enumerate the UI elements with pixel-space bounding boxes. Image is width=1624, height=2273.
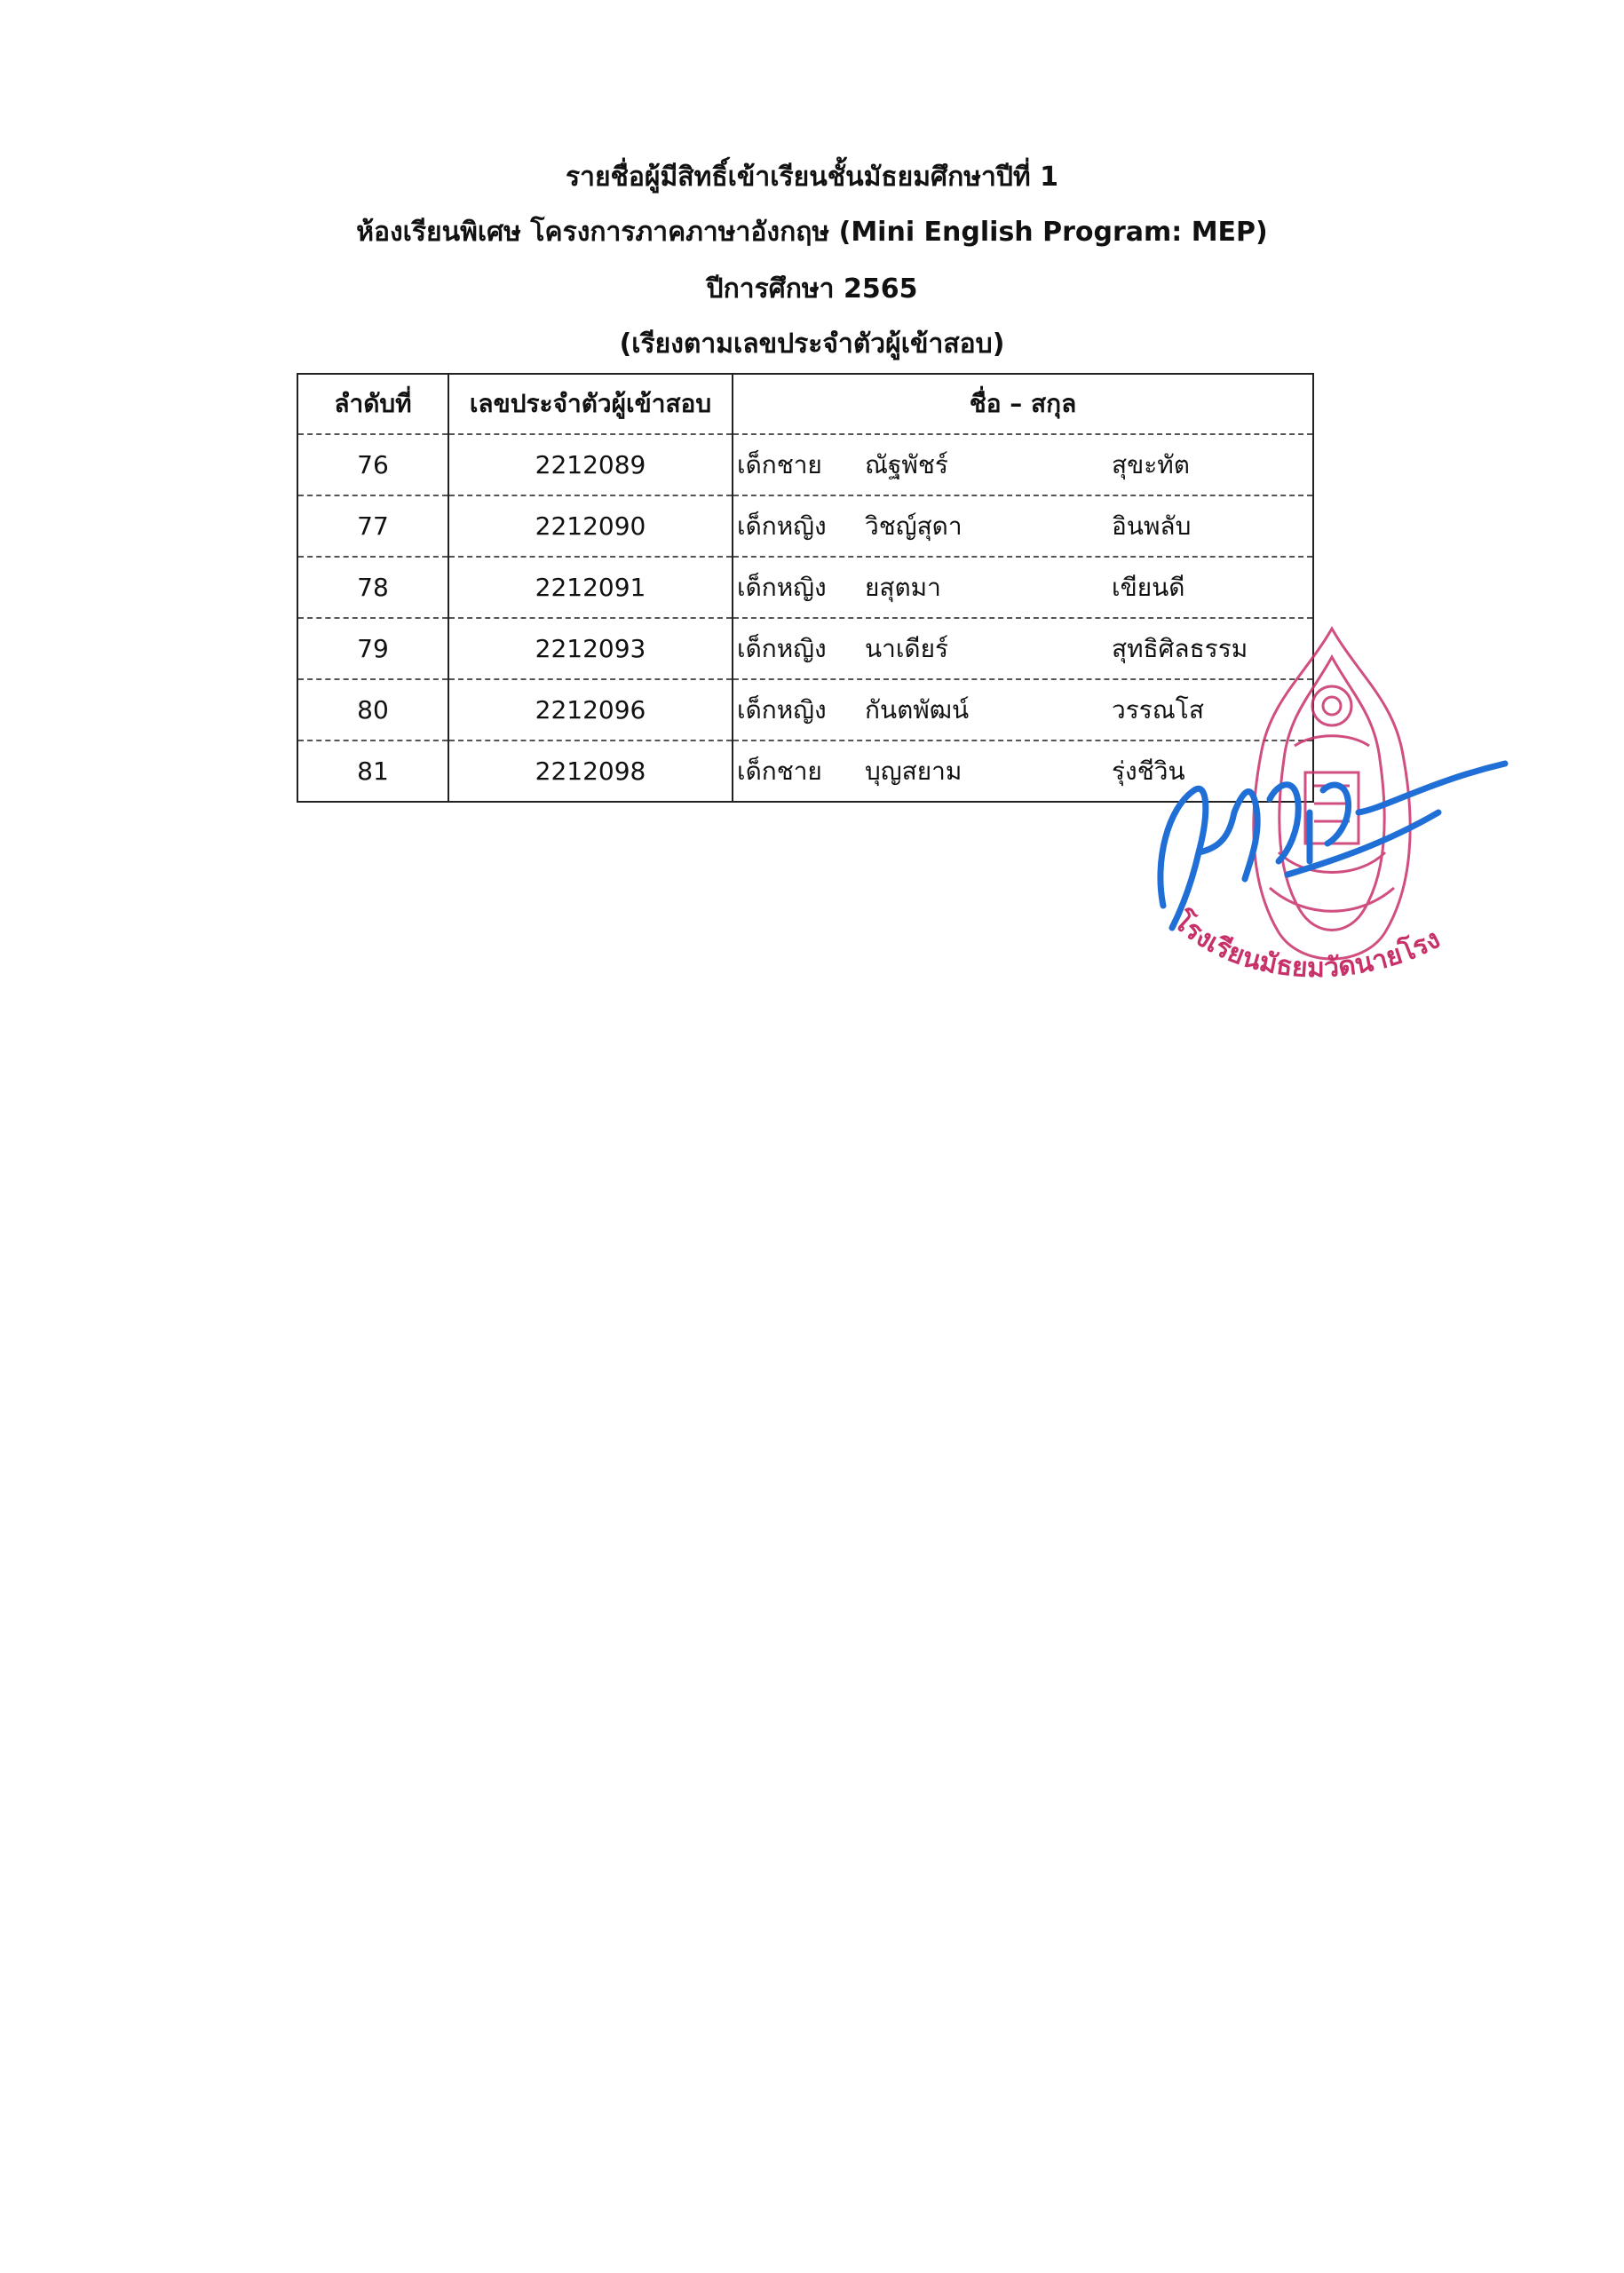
first-name: บุญสยาม	[865, 756, 963, 786]
last-name: อินพลับ	[1112, 511, 1192, 541]
table-row	[297, 495, 1313, 557]
last-name: สุทธิศิลธรรม	[1112, 633, 1248, 663]
school-name-arc	[1154, 888, 1492, 1030]
name-prefix: เด็กหญิง	[737, 694, 827, 725]
cell-exam-id: 2212090	[448, 495, 733, 557]
cell-exam-id: 2212096	[448, 679, 733, 741]
last-name: เขียนดี	[1112, 572, 1185, 602]
table-row	[297, 434, 1313, 495]
cell-name	[733, 557, 1313, 618]
first-name: นาเดียร์	[865, 633, 949, 663]
svg-text:โรงเรียนมัธยมวัดนายโรง	[1167, 904, 1446, 984]
name-prefix: เด็กหญิง	[737, 633, 827, 663]
header-order: ลำดับที่	[297, 374, 448, 434]
cell-order: 78	[297, 557, 448, 618]
academic-year: ปีการศึกษา 2565	[706, 273, 918, 305]
table-row	[297, 618, 1313, 679]
first-name: ยสุตมา	[865, 572, 941, 602]
cell-order: 79	[297, 618, 448, 679]
last-name: วรรณโส	[1112, 694, 1204, 725]
cell-order: 77	[297, 495, 448, 557]
cell-order: 80	[297, 679, 448, 741]
cell-exam-id: 2212093	[448, 618, 733, 679]
document-subtitle: ห้องเรียนพิเศษ โครงการภาคภาษาอังกฤษ (Mini English Program: MEP)	[356, 217, 1268, 248]
cell-order: 81	[297, 741, 448, 802]
name-prefix: เด็กชาย	[737, 756, 822, 786]
first-name: กันตพัฒน์	[865, 694, 970, 725]
last-name: สุขะทัต	[1112, 449, 1190, 479]
table-row	[297, 557, 1313, 618]
cell-exam-id: 2212091	[448, 557, 733, 618]
header-name: ชื่อ – สกุล	[733, 374, 1313, 434]
cell-exam-id: 2212089	[448, 434, 733, 495]
school-name-text: โรงเรียนมัธยมวัดนายโรง	[1167, 906, 1446, 985]
cell-exam-id: 2212098	[448, 741, 733, 802]
cell-name	[733, 434, 1313, 495]
sort-note: (เรียงตามเลขประจำตัวผู้เข้าสอบ)	[619, 329, 1005, 360]
name-prefix: เด็กหญิง	[737, 572, 827, 602]
last-name: รุ่งชีวิน	[1112, 756, 1185, 786]
name-prefix: เด็กชาย	[737, 449, 822, 479]
header-exam-id: เลขประจำตัวผู้เข้าสอบ	[448, 374, 733, 434]
document-title: รายชื่อผู้มีสิทธิ์เข้าเรียนชั้นมัธยมศึกษาปีที่ 1	[566, 162, 1058, 193]
cell-order: 76	[297, 434, 448, 495]
first-name: วิชญ์สุดา	[865, 511, 963, 541]
first-name: ณัฐพัชร์	[865, 449, 948, 479]
name-prefix: เด็กหญิง	[737, 511, 827, 541]
table-header-row	[297, 374, 1313, 434]
cell-name	[733, 495, 1313, 557]
